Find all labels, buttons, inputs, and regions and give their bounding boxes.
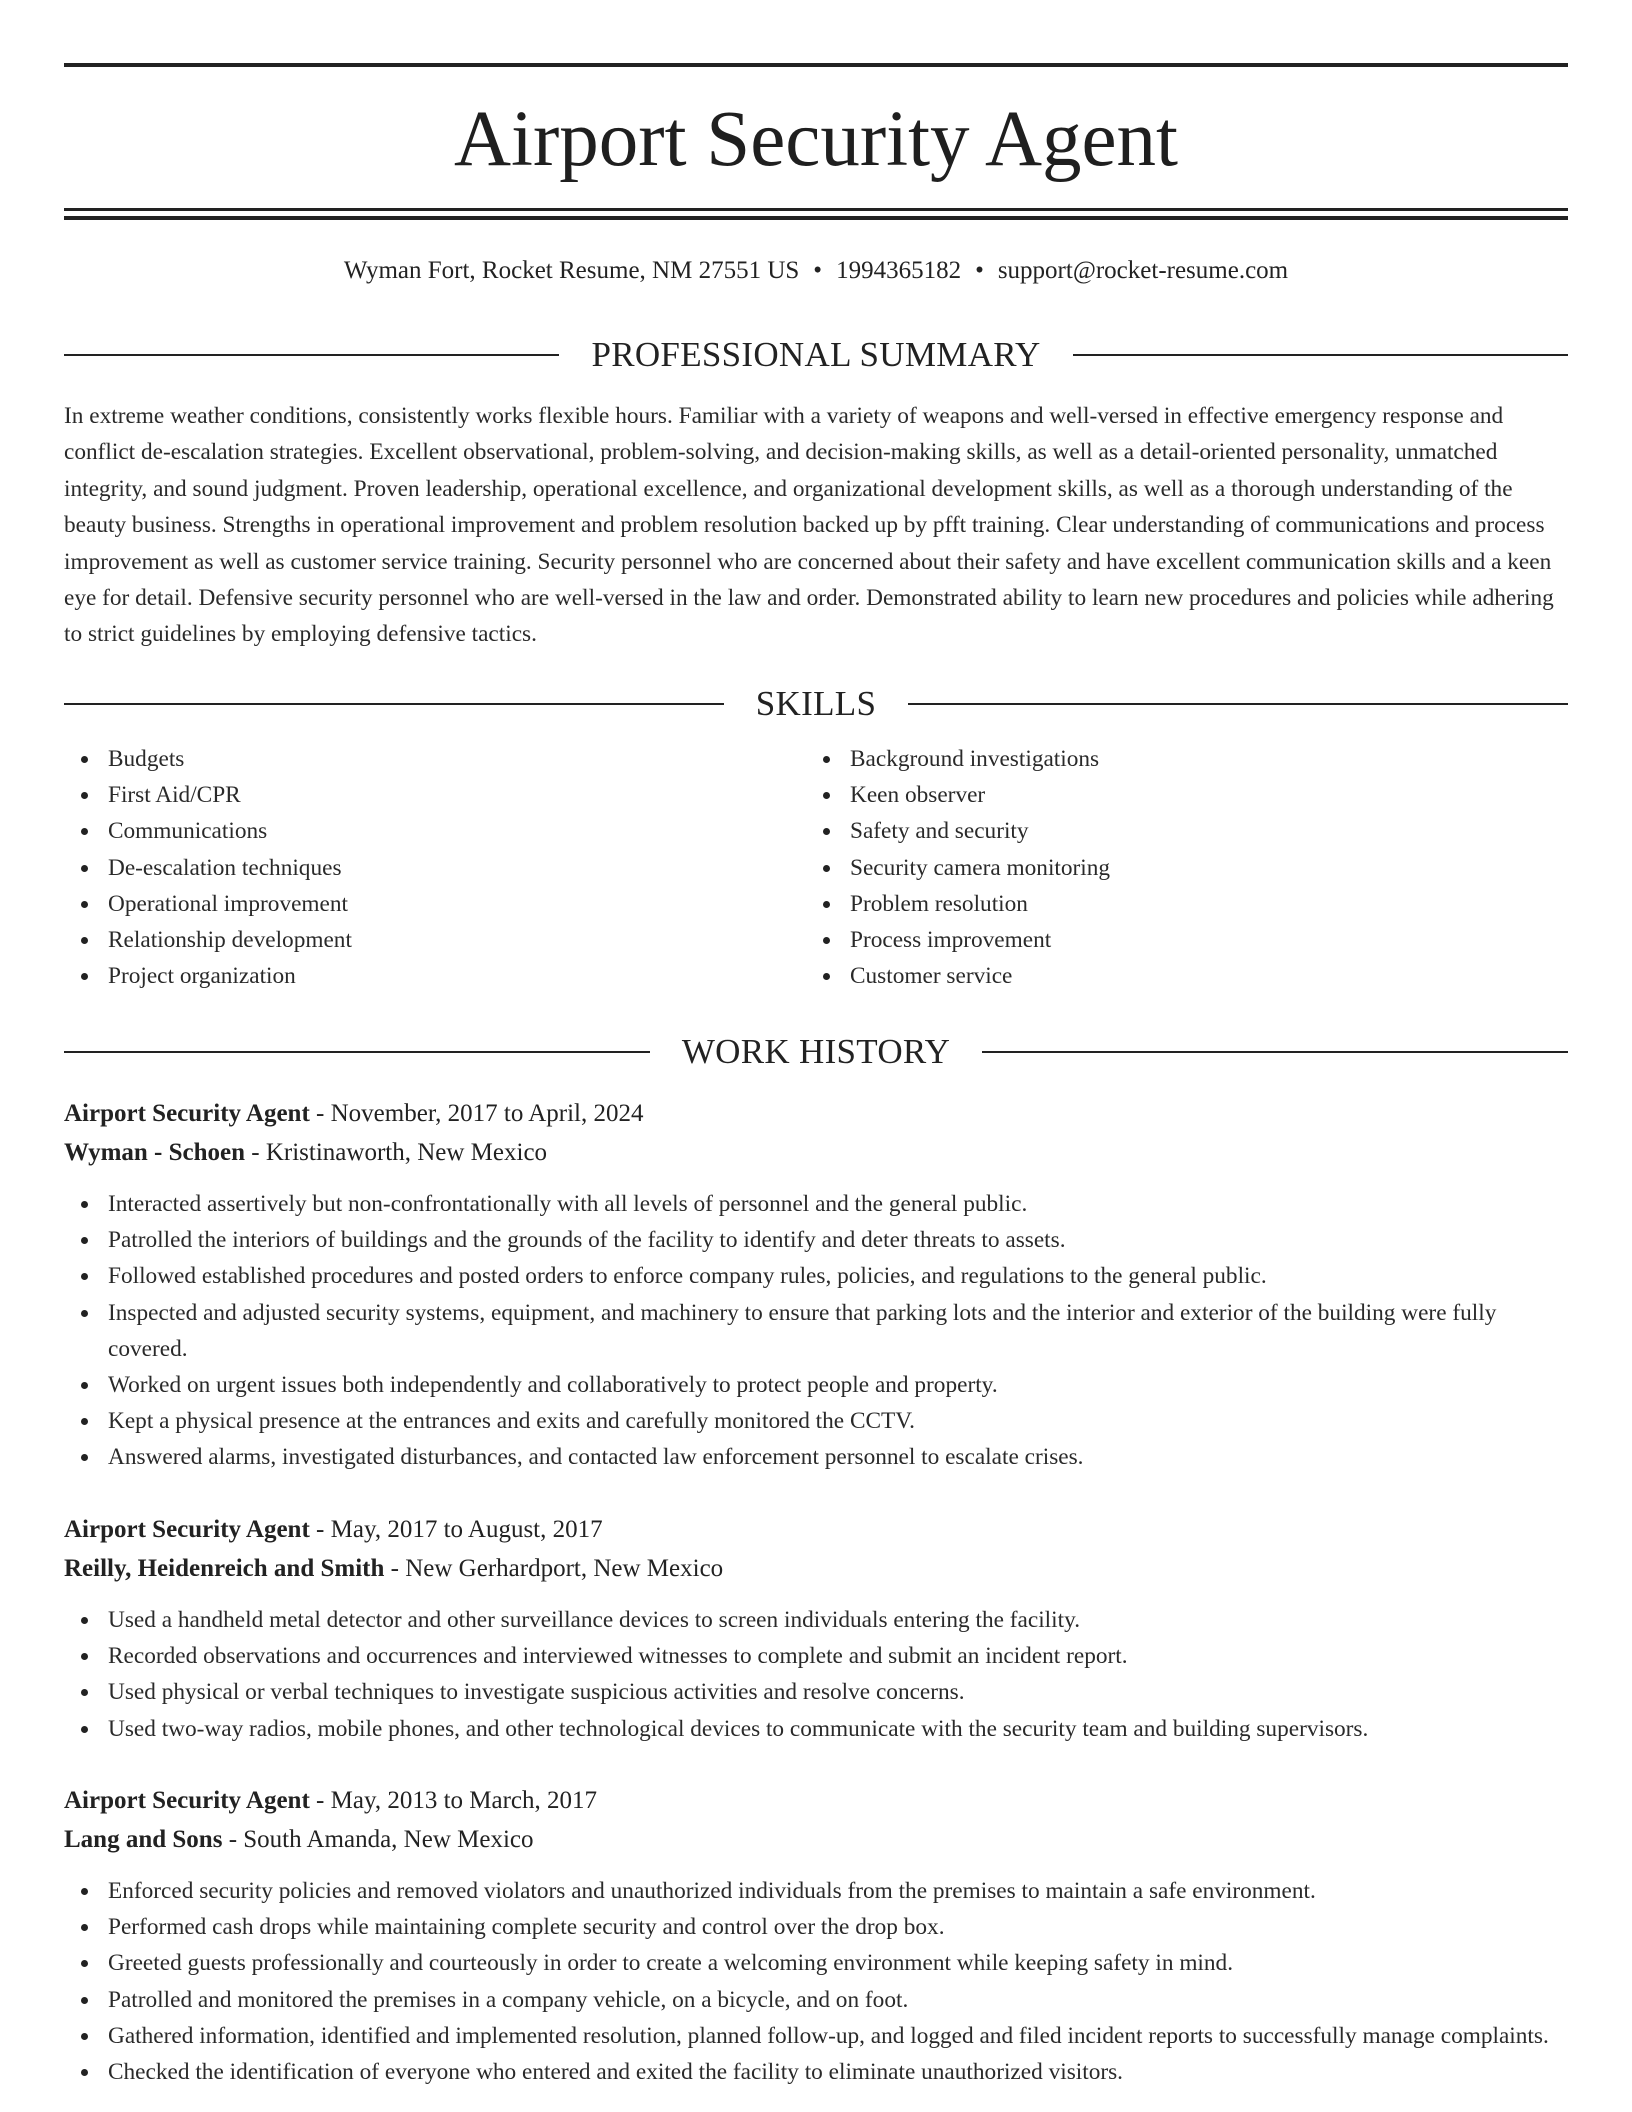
- job-entry: [64, 1782, 1568, 2090]
- job-title: Airport Security Agent: [64, 1100, 310, 1127]
- job-bullet: Gathered information, identified and implemented resolution, planned follow-up, and logged and filed incident reports to successfully manage complaints.: [64, 2018, 1568, 2054]
- skills-columns: [64, 741, 1568, 994]
- heading-rule-right: [982, 1051, 1568, 1053]
- summary-section: [64, 332, 1568, 653]
- job-bullet: Patrolled and monitored the premises in a company vehicle, on a bicycle, and on foot.: [64, 1982, 1568, 2018]
- work-history-heading: [64, 1029, 1568, 1075]
- job-dates: - May, 2013 to March, 2017: [309, 1787, 598, 1814]
- job-bullet: Used a handheld metal detector and other surveillance devices to screen individuals entering the facility.: [64, 1602, 1568, 1638]
- job-bullet: Inspected and adjusted security systems, equipment, and machinery to ensure that parking lots and the interior and exterior of the building were fully covered.: [64, 1295, 1568, 1367]
- skill-item: Problem resolution: [806, 886, 1548, 922]
- job-company: Wyman - Schoen: [64, 1138, 246, 1166]
- heading-rule-left: [64, 354, 559, 356]
- job-title: Airport Security Agent: [64, 1787, 310, 1814]
- job-bullet: Checked the identification of everyone who entered and exited the facility to eliminate unauthorized visitors.: [64, 2054, 1568, 2090]
- job-bullet: Answered alarms, investigated disturbances, and contacted law enforcement personnel to escalate crises.: [64, 1439, 1568, 1475]
- title-double-rule: [64, 208, 1568, 220]
- skill-item: Relationship development: [64, 922, 806, 958]
- job-bullet: Kept a physical presence at the entrances and exits and carefully monitored the CCTV.: [64, 1403, 1568, 1439]
- top-rule: [64, 63, 1568, 67]
- work-history-heading-label: WORK HISTORY: [681, 1032, 951, 1071]
- summary-heading: [64, 332, 1568, 378]
- job-company: Lang and Sons: [64, 1825, 223, 1853]
- job-bullet: Performed cash drops while maintaining complete security and control over the drop box.: [64, 1909, 1568, 1945]
- skill-item: Operational improvement: [64, 886, 806, 922]
- skill-item: Customer service: [806, 958, 1548, 994]
- job-title-line: [64, 1095, 1568, 1134]
- job-bullet: Used two-way radios, mobile phones, and other technological devices to communicate with the security team and building supervisors.: [64, 1711, 1568, 1747]
- job-bullet: Interacted assertively but non-confrontationally with all levels of personnel and the general public.: [64, 1186, 1568, 1222]
- skills-list-left: [64, 741, 806, 994]
- skills-heading-label: SKILLS: [755, 684, 877, 723]
- heading-rule-right: [908, 703, 1568, 705]
- job-company-line: [64, 1550, 1568, 1589]
- job-title-line: [64, 1782, 1568, 1821]
- contact-separator: •: [813, 257, 823, 284]
- contact-phone: 1994365182: [836, 257, 962, 284]
- contact-separator: •: [975, 257, 984, 284]
- job-location: - New Gerhardport, New Mexico: [384, 1554, 724, 1582]
- job-bullet: Recorded observations and occurrences and interviewed witnesses to complete and submit an incident report.: [64, 1638, 1568, 1674]
- contact-address: Wyman Fort, Rocket Resume, NM 27551 US: [343, 257, 800, 284]
- job-entry: [64, 1095, 1568, 1476]
- summary-text: In extreme weather conditions, consistently works flexible hours. Familiar with a variety of weapons and well-versed in effective emergency response and conflict de-escalation strategies. Excellent observational, problem-solving, and decision-making skills, as well as a detail-oriented personality, unmatched integrity, and sound judgment. Proven leadership, operational excellence, and organizational development skills, as well as a thorough understanding of the beauty business. Strengths in operational improvement and problem resolution backed up by pfft training. Clear understanding of communications and process improvement as well as customer service training. Security personnel who are concerned about their safety and have excellent communication skills and a keen eye for detail. Defensive security personnel who are well-versed in the law and order. Demonstrated ability to learn new procedures and policies while adhering to strict guidelines by employing defensive tactics.: [64, 403, 1554, 648]
- skill-item: Process improvement: [806, 922, 1548, 958]
- job-bullets: [64, 1186, 1568, 1476]
- job-bullet: Followed established procedures and posted orders to enforce company rules, policies, and regulations to the general public.: [64, 1258, 1568, 1294]
- summary-heading-label: PROFESSIONAL SUMMARY: [591, 335, 1041, 374]
- heading-rule-right: [1073, 354, 1568, 356]
- job-company: Reilly, Heidenreich and Smith: [64, 1554, 385, 1582]
- job-bullets: [64, 1873, 1568, 2090]
- contact-line: [64, 254, 1568, 288]
- job-bullet: Patrolled the interiors of buildings and the grounds of the facility to identify and deter threats to assets.: [64, 1222, 1568, 1258]
- work-history-section: [64, 1029, 1568, 1075]
- skill-item: First Aid/CPR: [64, 777, 806, 813]
- heading-rule-left: [64, 703, 724, 705]
- skill-item: Project organization: [64, 958, 806, 994]
- job-dates: - November, 2017 to April, 2024: [309, 1100, 644, 1127]
- job-entry: [64, 1511, 1568, 1747]
- heading-rule-left: [64, 1051, 650, 1053]
- job-dates: - May, 2017 to August, 2017: [309, 1516, 603, 1543]
- job-title: Airport Security Agent: [64, 1516, 310, 1543]
- job-bullet: Greeted guests professionally and courteously in order to create a welcoming environment while keeping safety in mind.: [64, 1945, 1568, 1981]
- skill-item: De-escalation techniques: [64, 850, 806, 886]
- skill-item: Safety and security: [806, 813, 1548, 849]
- job-title-line: [64, 1511, 1568, 1550]
- job-bullet: Enforced security policies and removed violators and unauthorized individuals from the premises to maintain a safe environment.: [64, 1873, 1568, 1909]
- job-company-line: [64, 1134, 1568, 1173]
- skills-heading: [64, 681, 1568, 727]
- job-location: - Kristinaworth, New Mexico: [245, 1138, 548, 1166]
- job-company-line: [64, 1821, 1568, 1860]
- contact-email: support@rocket-resume.com: [997, 257, 1289, 284]
- skill-item: Budgets: [64, 741, 806, 777]
- skill-item: Security camera monitoring: [806, 850, 1548, 886]
- skill-item: Keen observer: [806, 777, 1548, 813]
- skill-item: Background investigations: [806, 741, 1548, 777]
- skills-section: [64, 681, 1568, 994]
- job-location: - South Amanda, New Mexico: [222, 1825, 534, 1853]
- job-bullets: [64, 1602, 1568, 1747]
- skill-item: Communications: [64, 813, 806, 849]
- resume-title: Airport Security Agent: [453, 96, 1179, 183]
- job-bullet: Used physical or verbal techniques to investigate suspicious activities and resolve concerns.: [64, 1674, 1568, 1710]
- skills-list-right: [806, 741, 1548, 994]
- job-bullet: Worked on urgent issues both independently and collaboratively to protect people and property.: [64, 1367, 1568, 1403]
